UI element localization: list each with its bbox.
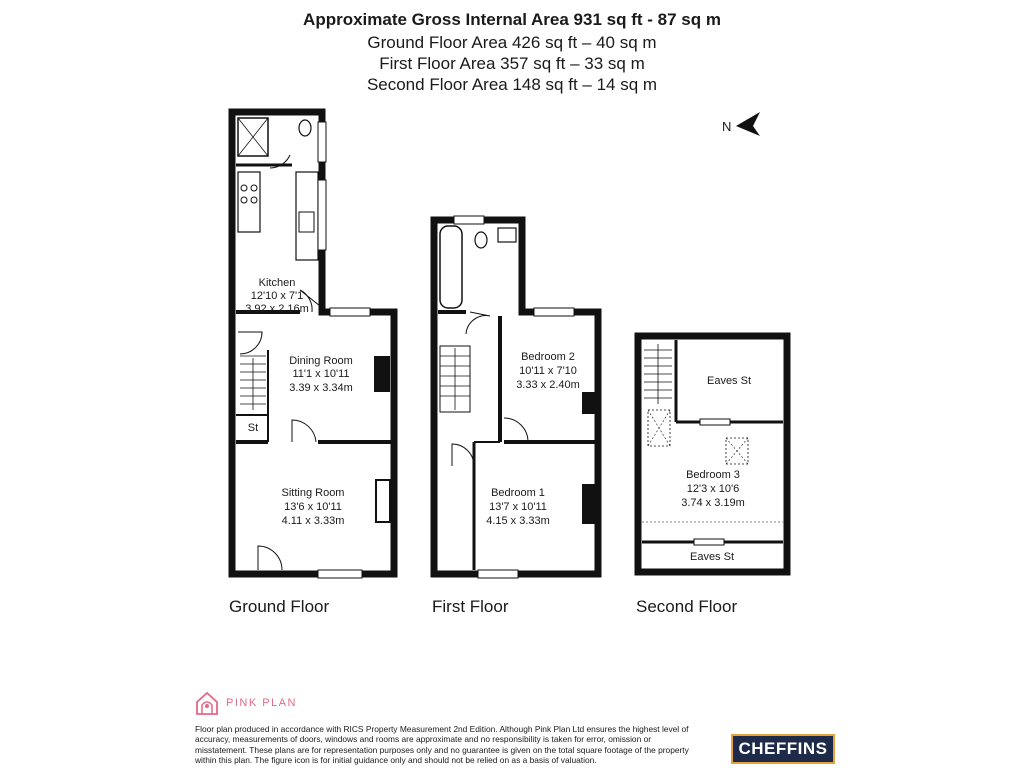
bedroom2-label: Bedroom 2 — [521, 351, 575, 363]
ground-floor-name: Ground Floor — [229, 597, 330, 616]
bath-icon — [440, 226, 462, 308]
gross-area-title: Approximate Gross Internal Area 931 sq ft - 87 sq m — [303, 10, 721, 29]
plan-disclaimer: Floor plan produced in accordance with RICS Property Measurement 2nd Edition. Although Pink Plan Ltd ensures the highest level of accuracy, measurements of doors, windows and rooms are approximate and no responsibility is taken for error, omission or misstatement. These plans are for representation purposes only and no guarantee is given on the total square footage of the property within this plan. The figure icon is for initial guidance only and should not be relied on as a basis of valuation. — [195, 724, 689, 765]
sitting-imperial: 13'6 x 10'11 — [284, 501, 342, 513]
sitting-label: Sitting Room — [281, 487, 345, 499]
kitchen-label: Kitchen — [258, 277, 296, 289]
bedroom1-chimney — [582, 484, 596, 524]
pink-plan-brand: PINK PLAN — [226, 697, 297, 709]
bedroom2-door-swing — [504, 418, 528, 442]
second-stairs — [644, 344, 672, 404]
dining-window — [330, 308, 370, 316]
eaves-top-label: Eaves St — [706, 375, 752, 387]
sitting-fireplace — [376, 480, 390, 522]
bottom-eaves-hatch — [694, 539, 724, 545]
second-floor-area: Second Floor Area 148 sq ft – 14 sq m — [366, 75, 658, 94]
compass-label: N — [722, 119, 732, 134]
basin-icon — [498, 228, 516, 242]
bedroom2-window — [534, 308, 574, 316]
bedroom3-imperial: 12'3 x 10'6 — [686, 483, 740, 495]
bedroom3-label: Bedroom 3 — [686, 469, 740, 481]
second-floor-labels — [681, 375, 751, 563]
first-stairs — [440, 346, 470, 412]
bedroom1-metric: 4.15 x 3.33m — [486, 515, 550, 527]
eaves-bottom-label: Eaves St — [689, 551, 735, 563]
bedroom1-imperial: 13'7 x 10'11 — [489, 501, 547, 513]
bedroom3-metric: 3.74 x 3.19m — [681, 497, 745, 509]
bedroom2-imperial: 10'11 x 7'10 — [519, 365, 577, 377]
sitting-window — [318, 570, 362, 578]
first-floor-area: First Floor Area 357 sq ft – 33 sq m — [379, 54, 645, 73]
ground-toilet-icon — [299, 120, 311, 136]
pink-plan-logo-icon — [195, 690, 219, 716]
kitchen-imperial: 12'10 x 7'1 — [250, 290, 304, 302]
bedroom1-window — [478, 570, 518, 578]
bedroom1-label: Bedroom 1 — [491, 487, 545, 499]
second-outer-wall — [638, 336, 787, 572]
dining-label: Dining Room — [289, 355, 353, 367]
second-floor-name: Second Floor — [636, 597, 738, 616]
bathroom-door-swing — [466, 312, 490, 334]
dining-imperial: 11'1 x 10'11 — [292, 368, 350, 380]
ground-floor-area: Ground Floor Area 426 sq ft – 40 sq m — [367, 33, 657, 52]
dining-door-swing — [292, 420, 316, 442]
stair-door-swing — [238, 332, 262, 354]
kitchen-window — [318, 180, 326, 250]
bathroom-window — [454, 216, 484, 224]
ground-stairs — [240, 356, 266, 410]
bedroom1-door-swing — [452, 444, 474, 466]
north-compass — [722, 112, 760, 136]
kitchen-sink-icon — [299, 212, 314, 232]
bedroom2-metric: 3.33 x 2.40m — [516, 379, 580, 391]
bathroom-window — [318, 122, 326, 162]
second-floor-plan — [638, 336, 787, 572]
sitting-metric: 4.11 x 3.33m — [281, 515, 345, 527]
dining-chimney-breast — [374, 356, 390, 392]
first-floor-name: First Floor — [432, 597, 509, 616]
eaves-hatch — [700, 419, 730, 425]
dining-metric: 3.39 x 3.34m — [289, 382, 353, 394]
north-arrow-icon — [736, 112, 760, 136]
front-door-swing — [258, 546, 282, 570]
bedroom2-chimney — [582, 392, 596, 414]
first-toilet-icon — [475, 232, 487, 248]
agent-logo: CHEFFINS — [731, 734, 835, 764]
store-label: St — [247, 422, 259, 434]
kitchen-metric: 3.92 x 2.16m — [245, 303, 309, 315]
